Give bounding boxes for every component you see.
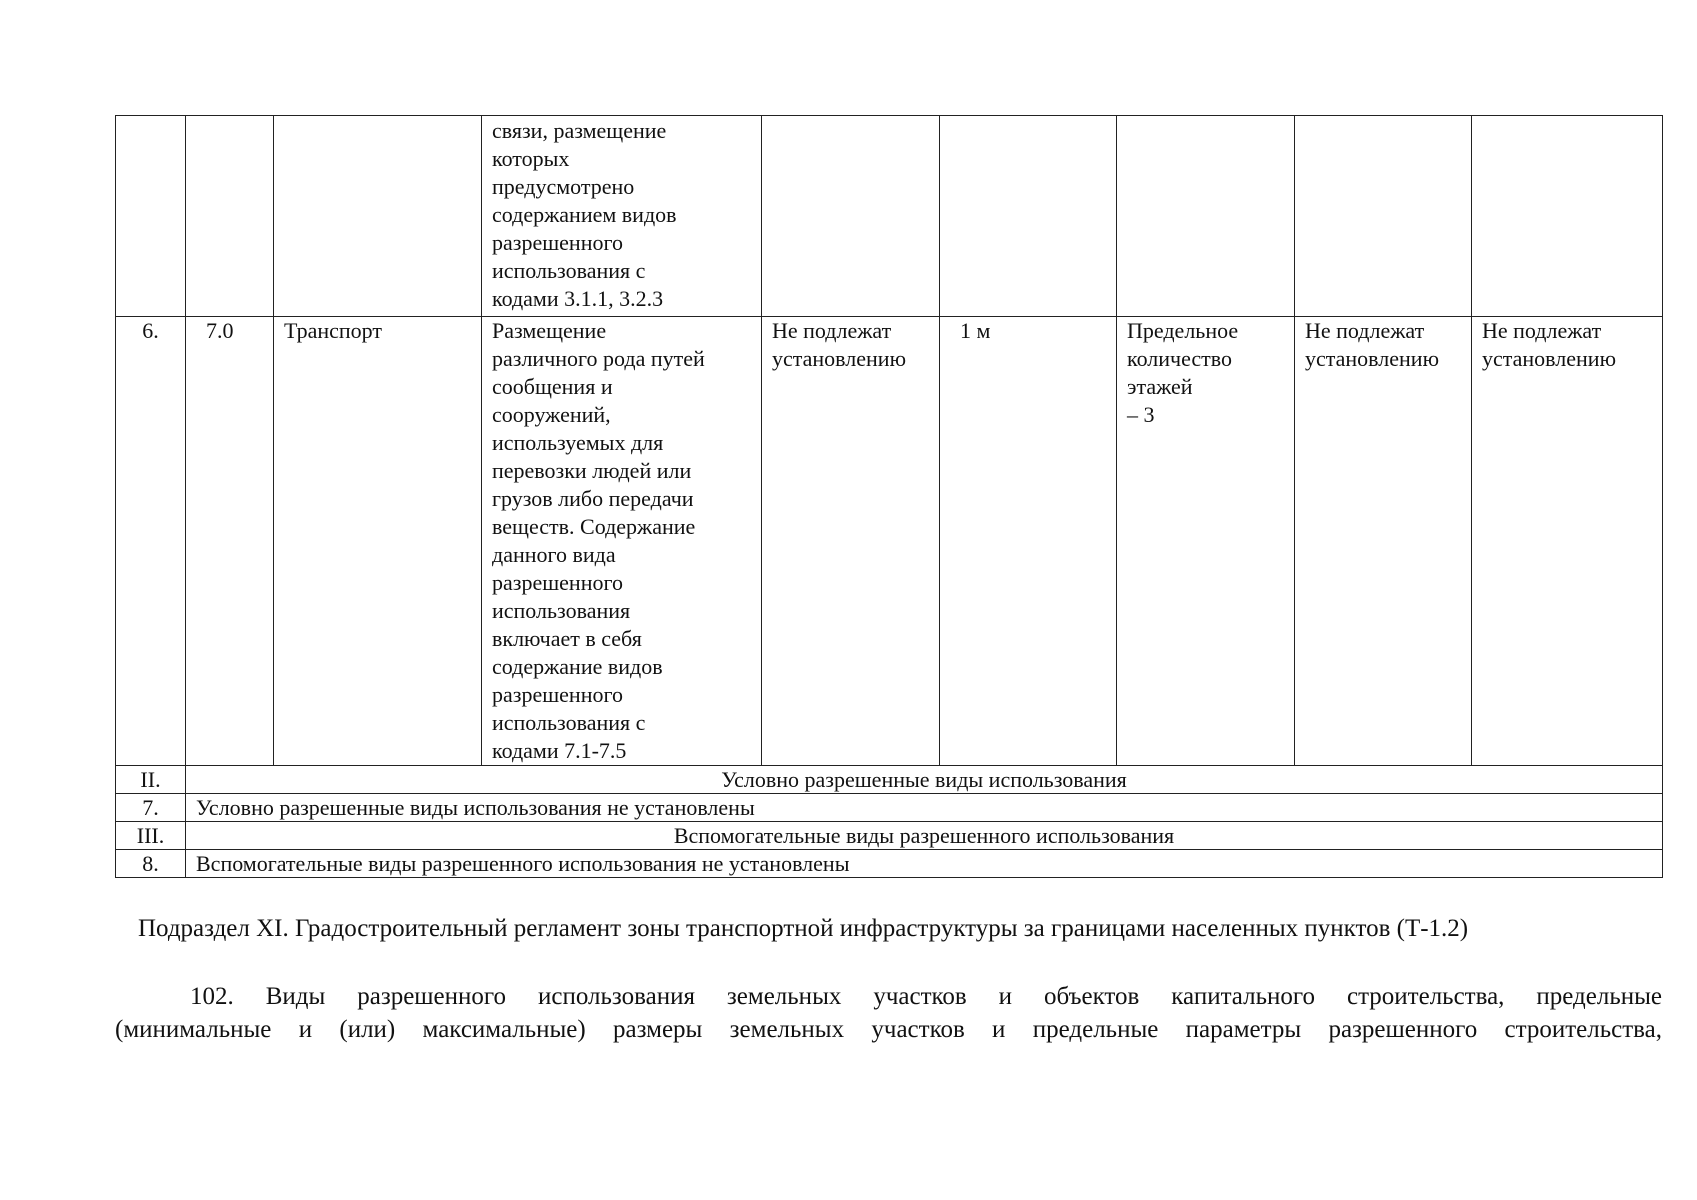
min-plot-size [762, 317, 940, 766]
cell-line: Не подлежат [1482, 318, 1602, 343]
subsection-heading: Подраздел XI. Градостроительный регламент зоны транспортной инфраструктуры за границами населенных пунктов (Т-1.2) [138, 915, 1469, 942]
section-number: II. [116, 766, 186, 794]
section-row-iii [116, 822, 1663, 850]
description-line: используемых для [492, 430, 664, 455]
section-row-ii [116, 766, 1663, 794]
other-parameters [1472, 317, 1663, 766]
description-line: связи, размещение [492, 118, 667, 143]
description-line: различного рода путей [492, 346, 705, 371]
use-name: Транспорт [274, 317, 482, 766]
cell-empty [1295, 116, 1472, 317]
cell-empty [762, 116, 940, 317]
description-line: Размещение [492, 318, 607, 343]
cell-name [274, 116, 482, 317]
description-line: перевозки людей или [492, 458, 692, 483]
cell-line: Предельное [1127, 318, 1239, 343]
max-coverage [1295, 317, 1472, 766]
row-text: Вспомогательные виды разрешенного использования не установлены [186, 850, 1663, 878]
row-number: 7. [116, 794, 186, 822]
description-line: данного вида [492, 542, 616, 567]
cell-line: Не подлежат [1305, 318, 1425, 343]
regulation-table [115, 115, 1663, 878]
use-description [482, 317, 762, 766]
max-floors [1117, 317, 1295, 766]
description-line: разрешенного [492, 230, 623, 255]
cell-line: установлению [1482, 346, 1617, 371]
cell-empty [940, 116, 1117, 317]
section-title: Условно разрешенные виды использования [186, 766, 1663, 794]
table-row-transport [116, 317, 1663, 766]
cell-empty [1117, 116, 1295, 317]
row-number: 6. [116, 317, 186, 766]
cell-code [186, 116, 274, 317]
cell-line: установлению [772, 346, 907, 371]
description-line: использования с [492, 710, 646, 735]
table-row-8 [116, 850, 1663, 878]
description-line: включает в себя [492, 626, 642, 651]
paragraph-line: (минимальные и (или) максимальные) размеры земельных участков и предельные параметры разрешенного строительства, [115, 1016, 1662, 1043]
cell-line: этажей [1127, 374, 1193, 399]
section-title: Вспомогательные виды разрешенного использования [186, 822, 1663, 850]
paragraph-line: 102. Виды разрешенного использования земельных участков и объектов капитального строительства, предельные [190, 983, 1662, 1010]
cell-num [116, 116, 186, 317]
row-number: 8. [116, 850, 186, 878]
cell-empty [1472, 116, 1663, 317]
body-paragraph [115, 980, 1662, 1046]
row-text: Условно разрешенные виды использования не установлены [186, 794, 1663, 822]
description-line: сооружений, [492, 402, 611, 427]
description-line: разрешенного [492, 570, 623, 595]
cell-line: установлению [1305, 346, 1440, 371]
description-line: разрешенного [492, 682, 623, 707]
table-row-7 [116, 794, 1663, 822]
description-line: предусмотрено [492, 174, 635, 199]
description-line: использования [492, 598, 631, 623]
cell-line: Не подлежат [772, 318, 892, 343]
description-line: грузов либо передачи [492, 486, 694, 511]
table-row-continuation [116, 116, 1663, 317]
description-line: использования с [492, 258, 646, 283]
min-setback: 1 м [940, 317, 1117, 766]
description-line: веществ. Содержание [492, 514, 696, 539]
description-line: содержанием видов [492, 202, 677, 227]
description-line: кодами 7.1-7.5 [492, 738, 627, 763]
description-line: сообщения и [492, 374, 613, 399]
cell-line: количество [1127, 346, 1233, 371]
description-line: кодами 3.1.1, 3.2.3 [492, 286, 664, 311]
section-number: III. [116, 822, 186, 850]
cell-line: – 3 [1127, 402, 1155, 427]
use-code: 7.0 [186, 317, 274, 766]
description-line: которых [492, 146, 570, 171]
description-line: содержание видов [492, 654, 663, 679]
cell-description [482, 116, 762, 317]
